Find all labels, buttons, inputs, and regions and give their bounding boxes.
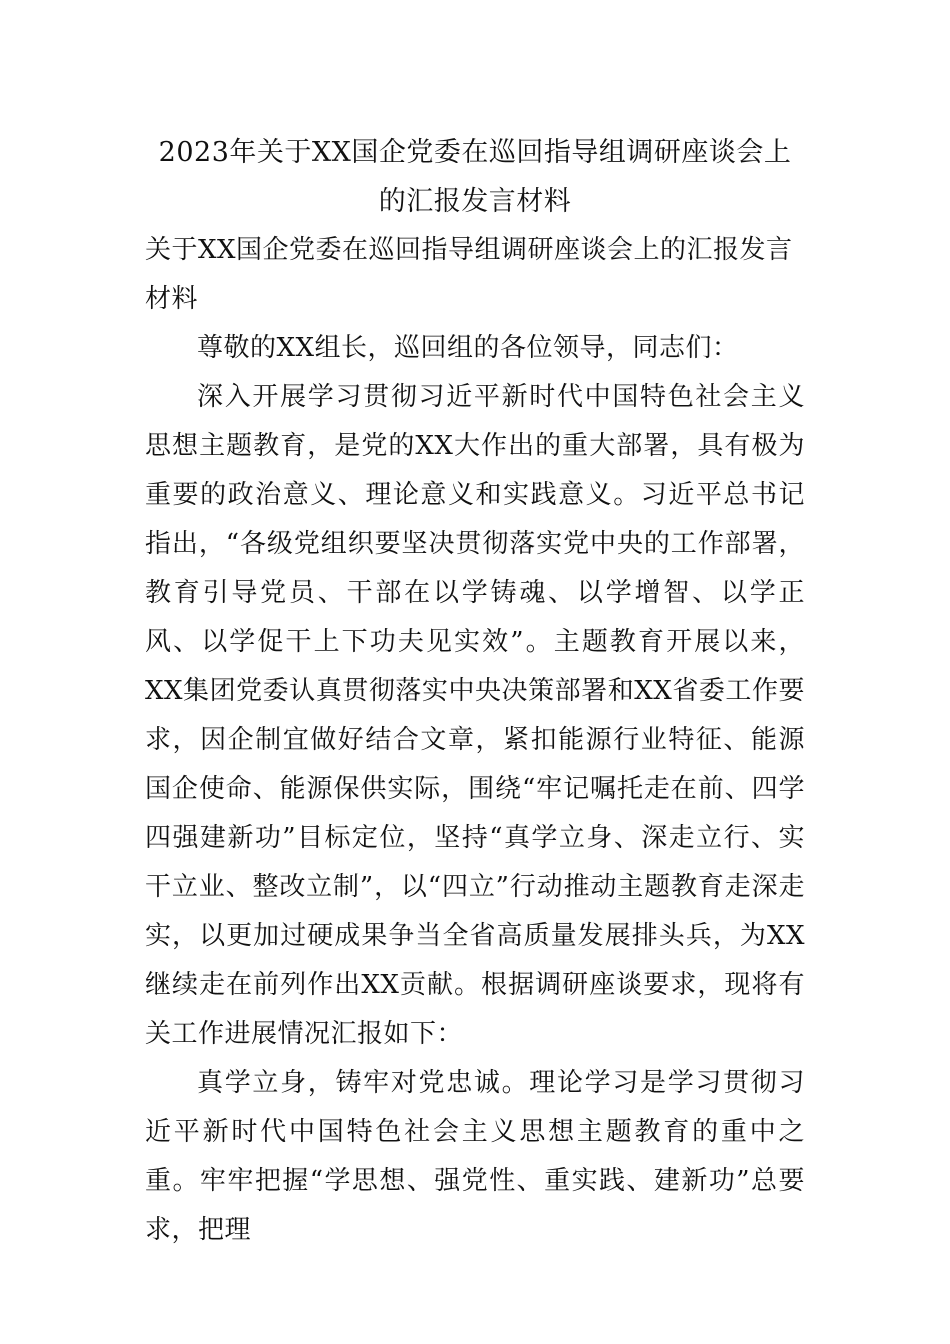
body-paragraph: 真学立身，铸牢对党忠诚。理论学习是学习贯彻习近平新时代中国特色社会主义思想主题教育的重中之重。牢牢把握“学思想、强党性、重实践、建新功”总要求，把理 <box>145 1068 805 1245</box>
document-page <box>145 128 805 1255</box>
salutation: 尊敬的XX组长，巡回组的各位领导，同志们： <box>197 333 739 363</box>
document-subtitle: 关于XX国企党委在巡回指导组调研座谈会上的汇报发言材料 <box>145 235 793 314</box>
document-title: 2023年关于XX国企党委在巡回指导组调研座谈会上的汇报发言材料 <box>158 137 792 217</box>
body-paragraph: 深入开展学习贯彻习近平新时代中国特色社会主义思想主题教育，是党的XX大作出的重大部署，具有极为重要的政治意义、理论意义和实践意义。习近平总书记指出，“各级党组织要坚决贯彻落实党中央的工作部署，教育引导党员、干部在以学铸魂、以学增智、以学正风、以学促干上下功夫见实效”。主题教育开展以来，XX集团党委认真贯彻落实中央决策部署和XX省委工作要求，因企制宜做好结合文章，紧扣能源行业特征、能源国企使命、能源保供实际，围绕“牢记嘱托走在前、四学四强建新功”目标定位，坚持“真学立身、深走立行、实干立业、整改立制”，以“四立”行动推动主题教育走深走实，以更加过硬成果争当全省高质量发展排头兵，为XX继续走在前列作出XX贡献。根据调研座谈要求，现将有关工作进展情况汇报如下： <box>145 382 805 1049</box>
